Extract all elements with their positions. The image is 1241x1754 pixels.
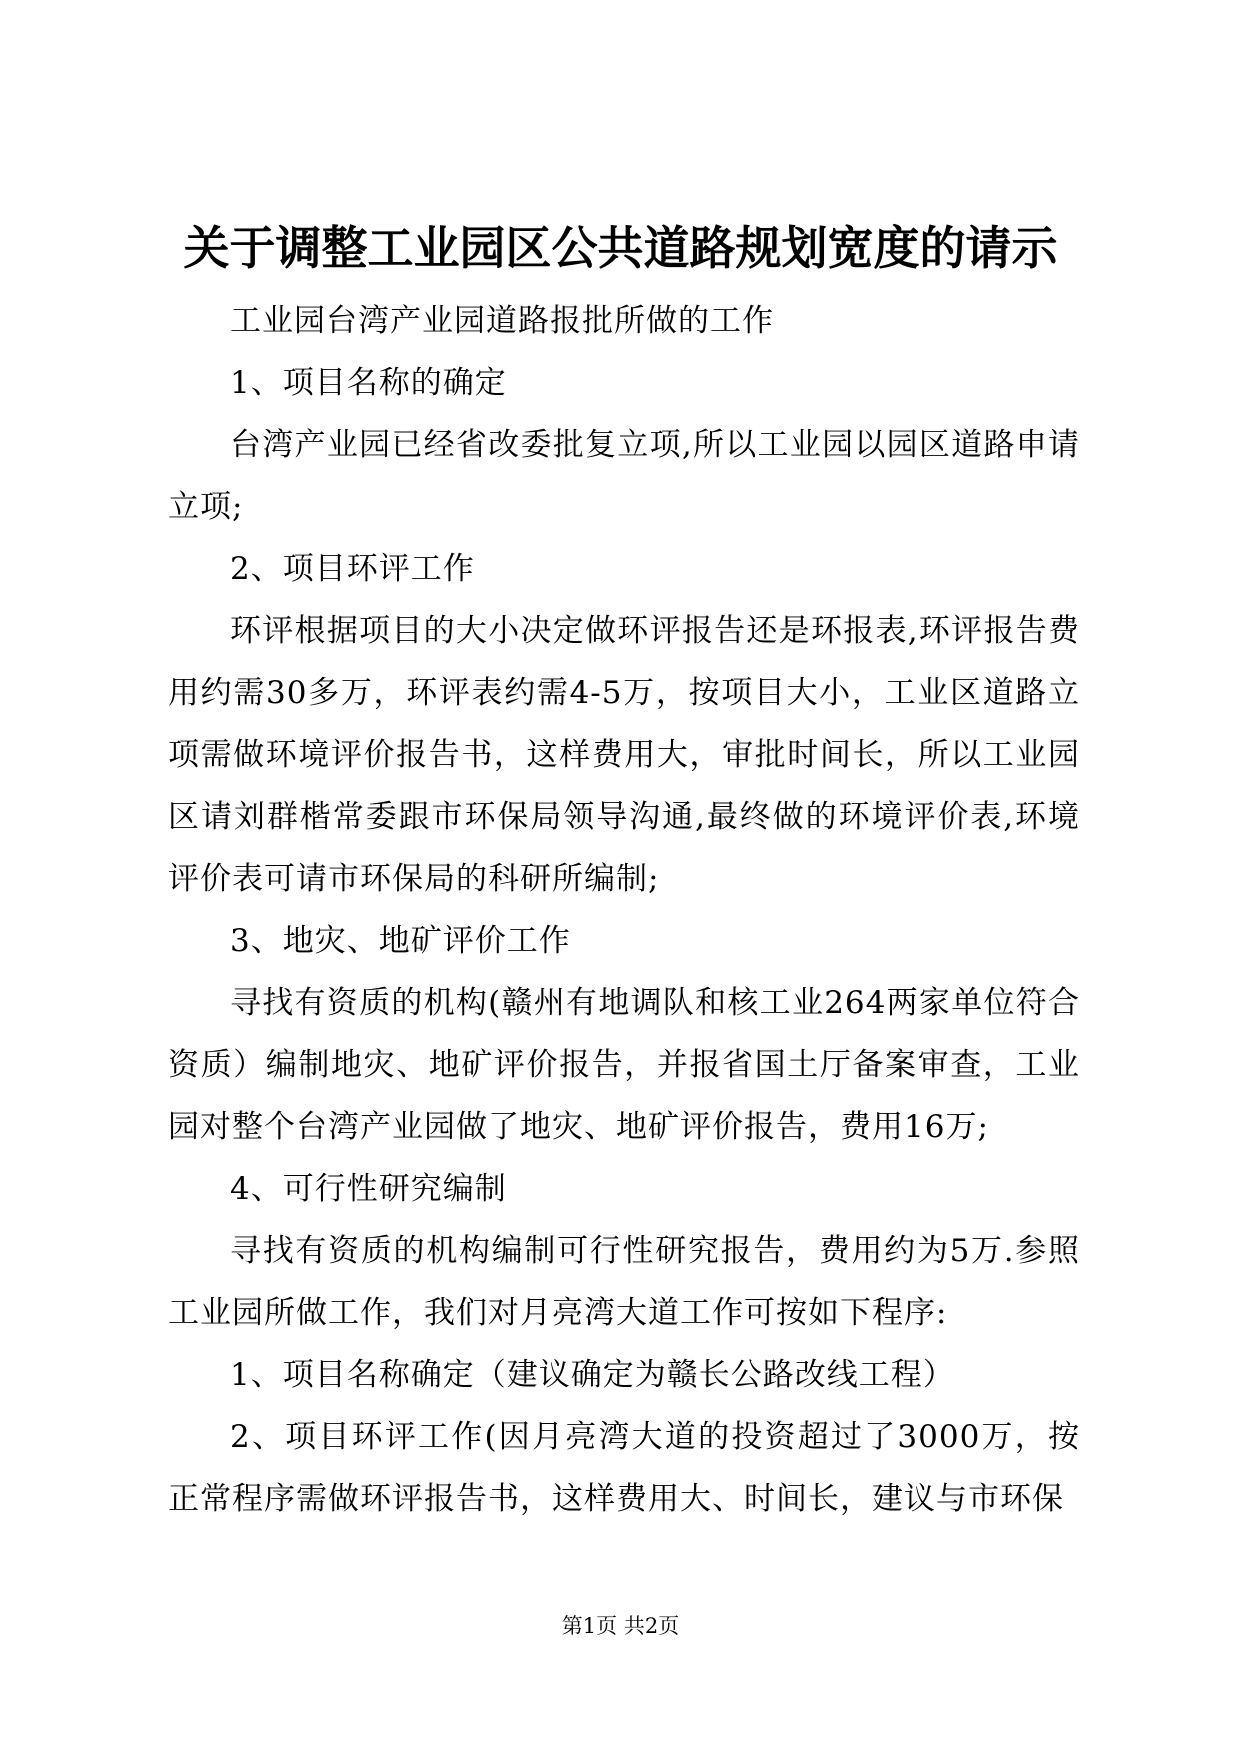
paragraph: 环评根据项目的大小决定做环评报告还是环报表,环评报告费用约需30多万，环评表约需4-5万，按项目大小，工业区道路立项需做环境评价报告书，这样费用大，审批时间长，所以工业园区请刘群楷常委跟市环保局领导沟通,最终做的环境评价表,环境评价表可请市环保局的科研所编制; <box>168 613 1080 897</box>
paragraph: 寻找有资质的机构(赣州有地调队和核工业264两家单位符合资质）编制地灾、地矿评价报告，并报省国土厅备案审查，工业园对整个台湾产业园做了地灾、地矿评价报告，费用16万; <box>168 985 1080 1145</box>
paragraph: 1、项目名称确定（建议确定为赣长公路改线工程） <box>230 1357 955 1393</box>
document-title: 关于调整工业园区公共道路规划宽度的请示 <box>183 221 1058 275</box>
document-body <box>168 290 1080 1530</box>
paragraph: 工业园台湾产业园道路报批所做的工作 <box>230 303 774 339</box>
paragraph: 4、可行性研究编制 <box>230 1171 507 1207</box>
paragraph: 3、地灾、地矿评价工作 <box>230 923 571 959</box>
paragraph: 寻找有资质的机构编制可行性研究报告，费用约为5万.参照工业园所做工作，我们对月亮湾大道工作可按如下程序: <box>168 1233 1080 1331</box>
paragraph: 2、项目环评工作(因月亮湾大道的投资超过了3000万，按正常程序需做环评报告书，这样费用大、时间长，建议与市环保 <box>168 1419 1080 1517</box>
paragraph: 台湾产业园已经省改委批复立项,所以工业园以园区道路申请立项; <box>168 427 1080 525</box>
paragraph: 2、项目环评工作 <box>230 551 475 587</box>
page-footer: 第1页 共2页 <box>561 1614 680 1638</box>
paragraph: 1、项目名称的确定 <box>230 365 507 401</box>
